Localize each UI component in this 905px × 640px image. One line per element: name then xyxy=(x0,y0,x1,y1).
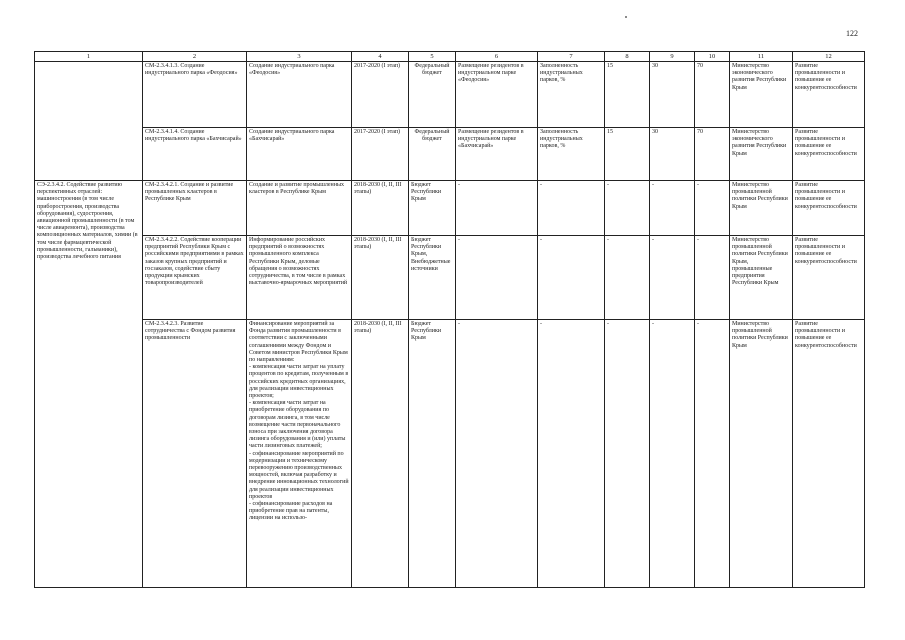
measure-code-cell: СМ-2.3.4.2.1. Создание и развитие промышленных кластеров в Республике Крым xyxy=(143,181,247,236)
page-number: 122 xyxy=(846,29,858,38)
table-row xyxy=(35,181,865,236)
value-cell: 15 xyxy=(605,128,650,181)
header-cell: 6 xyxy=(456,52,538,62)
responsible-cell: Министерство экономического развития Республики Крым xyxy=(730,62,793,128)
period-cell: 2018-2030 (I, II, III этапы) xyxy=(352,320,409,588)
header-cell: 11 xyxy=(730,52,793,62)
measure-code-cell: СМ-2.3.4.2.3. Развитие сотрудничества с Фондом развития промышленности xyxy=(143,320,247,588)
task-cell: Развитие промышленности и повышение ее конкурентоспособности xyxy=(793,320,865,588)
indicator-cell: Заполненность индустриальных парков, % xyxy=(538,62,605,128)
activity-cell: Создание индустриального парка «Бахчисарай» xyxy=(247,128,352,181)
value-cell: 30 xyxy=(650,62,695,128)
activity-line: - софинансирование расходов на приобретение прав на патенты, лицензии на использо- xyxy=(249,501,333,522)
measure-code-cell: СМ-2.3.4.1.4. Создание индустриального парка «Бахчисарай» xyxy=(143,128,247,181)
scan-speck xyxy=(625,16,627,18)
header-cell: 12 xyxy=(793,52,865,62)
header-cell: 4 xyxy=(352,52,409,62)
funding-cell: Федеральный бюджет xyxy=(409,62,456,128)
header-cell: 5 xyxy=(409,52,456,62)
value-cell: - xyxy=(695,181,730,236)
funding-cell: Бюджет Республики Крым, Внебюджетные источники xyxy=(409,236,456,320)
indicator-cell: - xyxy=(538,236,605,320)
responsible-cell: Министерство экономического развития Республики Крым xyxy=(730,128,793,181)
program-table xyxy=(34,51,865,588)
activity-cell: Создание и развитие промышленных кластеров в Республике Крым xyxy=(247,181,352,236)
result-cell: - xyxy=(456,181,538,236)
result-cell: Размещение резидентов в индустриальном парке «Феодосия» xyxy=(456,62,538,128)
task-cell: Развитие промышленности и повышение ее конкурентоспособности xyxy=(793,181,865,236)
indicator-cell: Заполненность индустриальных парков, % xyxy=(538,128,605,181)
task-cell: Развитие промышленности и повышение ее конкурентоспособности xyxy=(793,128,865,181)
funding-cell: Федеральный бюджет xyxy=(409,128,456,181)
header-cell: 2 xyxy=(143,52,247,62)
header-cell: 8 xyxy=(605,52,650,62)
value-cell: - xyxy=(605,181,650,236)
activity-line: Финансирование мероприятий за Фонда развития промышленности в соответствии с заключенными соглашениями между Фондом и Советом министров Республики Крым по направлениям: xyxy=(249,321,348,364)
responsible-cell: Министерство промышленной политики Республики Крым, промышленные предприятия Республики Крым xyxy=(730,236,793,320)
period-cell: 2018-2030 (I, II, III этапы) xyxy=(352,236,409,320)
result-cell: - xyxy=(456,320,538,588)
value-cell: - xyxy=(650,320,695,588)
funding-cell: Бюджет Республики Крым xyxy=(409,320,456,588)
goal-cell-empty xyxy=(35,62,143,181)
header-cell: 9 xyxy=(650,52,695,62)
activity-line: - компенсация части затрат на приобретение оборудования по договорам лизинга, в том числе возмещение части первоначального взноса при заключения договора лизинга оборудования и (или) уплаты части лизинговых платежей; xyxy=(249,400,346,450)
period-cell: 2017-2020 (I этап) xyxy=(352,128,409,181)
header-cell: 7 xyxy=(538,52,605,62)
responsible-cell: Министерство промышленной политики Республики Крым xyxy=(730,181,793,236)
goal-cell: СЭ-2.3.4.2. Содействие развитию перспективных отраслей: машиностроения (в том числе приборостроения, производства оборудования), судостроения, авиационной промышленности (в том числе авиаремонта), производства композиционных материалов, химии (в том числе фармацевтической промышленности, гальваники), производства лечебного питания xyxy=(35,181,143,588)
table-row xyxy=(35,320,865,588)
measure-code-cell: СМ-2.3.4.2.2. Содействие кооперации предприятий Республики Крым с российскими предприятиями в рамках заказов крупных предприятий и госзаказов, содействие сбыту продукции крымских товаропроизводителей xyxy=(143,236,247,320)
indicator-cell: - xyxy=(538,320,605,588)
header-cell: 10 xyxy=(695,52,730,62)
table-row xyxy=(35,128,865,181)
task-cell: Развитие промышленности и повышение ее конкурентоспособности xyxy=(793,236,865,320)
activity-cell: Информирование российских предприятий о возможностях промышленного комплекса Республики Крым, деловые обращения о возможностях сотрудничества, в том числе в рамках выставочно-ярмарочных мероприятий xyxy=(247,236,352,320)
value-cell: 30 xyxy=(650,128,695,181)
period-cell: 2017-2020 (I этап) xyxy=(352,62,409,128)
header-cell: 3 xyxy=(247,52,352,62)
value-cell: - xyxy=(695,320,730,588)
task-cell: Развитие промышленности и повышение ее конкурентоспособности xyxy=(793,62,865,128)
header-cell: 1 xyxy=(35,52,143,62)
result-cell: Размещение резидентов в индустриальном парке «Бахчисарай» xyxy=(456,128,538,181)
indicator-cell: - xyxy=(538,181,605,236)
value-cell: - xyxy=(650,236,695,320)
measure-code-cell: СМ-2.3.4.1.3. Создание индустриального парка «Феодосия» xyxy=(143,62,247,128)
period-cell: 2018-2030 (I, II, III этапы) xyxy=(352,181,409,236)
activity-line: - компенсация части затрат на уплату процентов по кредитам, полученным в российских кредитных организациях, для реализации инвестиционных проектов; xyxy=(249,364,349,400)
activity-line: - софинансирование мероприятий по модернизации и техническому перевооружению производственных мощностей, включая разработку и внедрение инновационных технологий для реализации инвестиционных проектов xyxy=(249,450,349,500)
value-cell: - xyxy=(650,181,695,236)
responsible-cell: Министерство промышленной политики Республики Крым xyxy=(730,320,793,588)
result-cell: - xyxy=(456,236,538,320)
value-cell: 70 xyxy=(695,62,730,128)
header-row xyxy=(35,52,865,62)
activity-cell xyxy=(247,320,352,588)
value-cell: - xyxy=(605,236,650,320)
table-row xyxy=(35,236,865,320)
funding-cell: Бюджет Республики Крым xyxy=(409,181,456,236)
value-cell: - xyxy=(605,320,650,588)
table-row xyxy=(35,62,865,128)
value-cell: - xyxy=(695,236,730,320)
value-cell: 70 xyxy=(695,128,730,181)
value-cell: 15 xyxy=(605,62,650,128)
activity-cell: Создание индустриального парка «Феодосия» xyxy=(247,62,352,128)
